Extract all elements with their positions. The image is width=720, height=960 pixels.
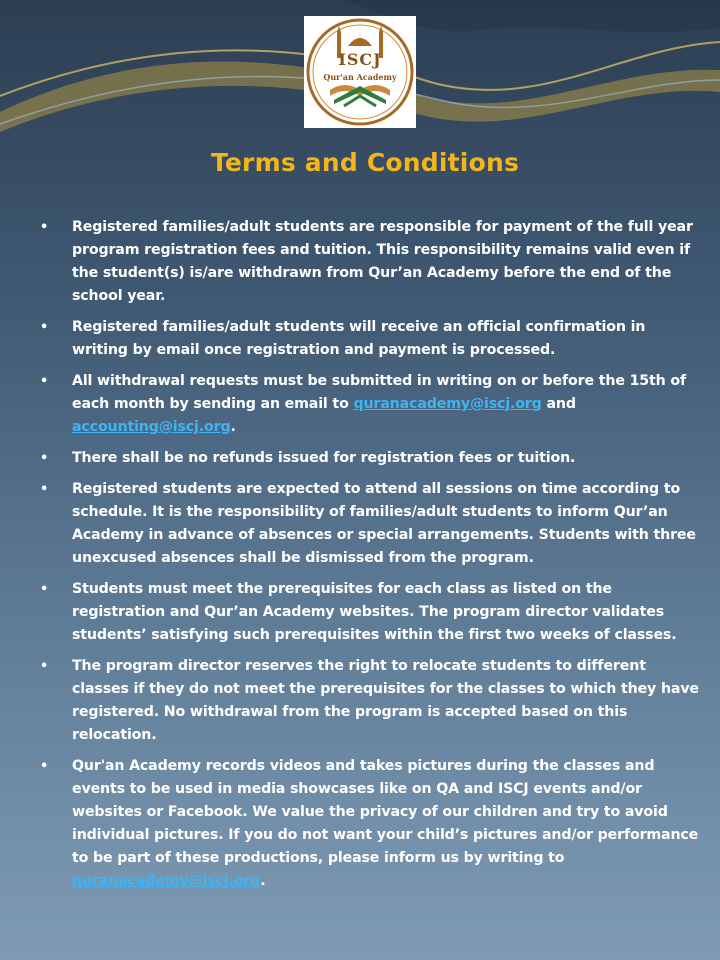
quranacademy-email-link[interactable]: quranacademy@iscj.org [353, 396, 542, 412]
bullet-icon: • [40, 374, 49, 389]
term-item: • Registered students are expected to attend all sessions on time according to schedule. It is the responsibility of families/adult students to inform Qur’an Academy in advance of absences or special arrangements. Students with three unexcused absences shall be dismissed from the program. [0, 478, 700, 570]
logo-top-text: ISCJ [338, 50, 382, 69]
accounting-email-link[interactable]: accounting@iscj.org [72, 419, 231, 435]
bullet-icon: • [40, 320, 49, 335]
bullet-icon: • [40, 659, 49, 674]
page-title: Terms and Conditions [210, 148, 520, 177]
bullet-icon: • [40, 582, 49, 597]
term-item: • There shall be no refunds issued for registration fees or tuition. [0, 447, 700, 470]
bullet-icon: • [40, 482, 49, 497]
bullet-icon: • [40, 220, 49, 235]
term-item: • All withdrawal requests must be submitted in writing on or before the 15th of each month by sending an email to quranacademy@iscj.org and accounting@iscj.org. [0, 370, 700, 439]
bullet-icon: • [40, 451, 49, 466]
term-item: • Students must meet the prerequisites for each class as listed on the registration and Qur’an Academy websites. The program director validates students’ satisfying such prerequisites within the first two weeks of classes. [0, 578, 700, 647]
academy-logo [304, 16, 416, 128]
terms-list [0, 216, 700, 901]
term-item: • Registered families/adult students will receive an official confirmation in writing by email once registration and payment is processed. [0, 316, 700, 362]
term-item: • The program director reserves the right to relocate students to different classes if they do not meet the prerequisites for the classes to which they have registered. No withdrawal from the program is accepted based on this relocation. [0, 655, 700, 747]
logo-bottom-text: Qur'an Academy [323, 72, 397, 82]
bullet-icon: • [40, 759, 49, 774]
quranacademy-email-link[interactable]: quranacademy@iscj.org [72, 873, 261, 889]
term-item: • Registered families/adult students are responsible for payment of the full year program registration fees and tuition. This responsibility remains valid even if the student(s) is/are withdrawn from Qur’an Academy before the end of the school year. [0, 216, 700, 308]
term-item: • Qur'an Academy records videos and takes pictures during the classes and events to be used in media showcases like on QA and ISCJ events and/or websites or Facebook. We value the privacy of our children and try to avoid individual pictures. If you do not want your child’s pictures and/or performance to be part of these productions, please inform us by writing to quranacademy@iscj.org. [0, 755, 700, 893]
